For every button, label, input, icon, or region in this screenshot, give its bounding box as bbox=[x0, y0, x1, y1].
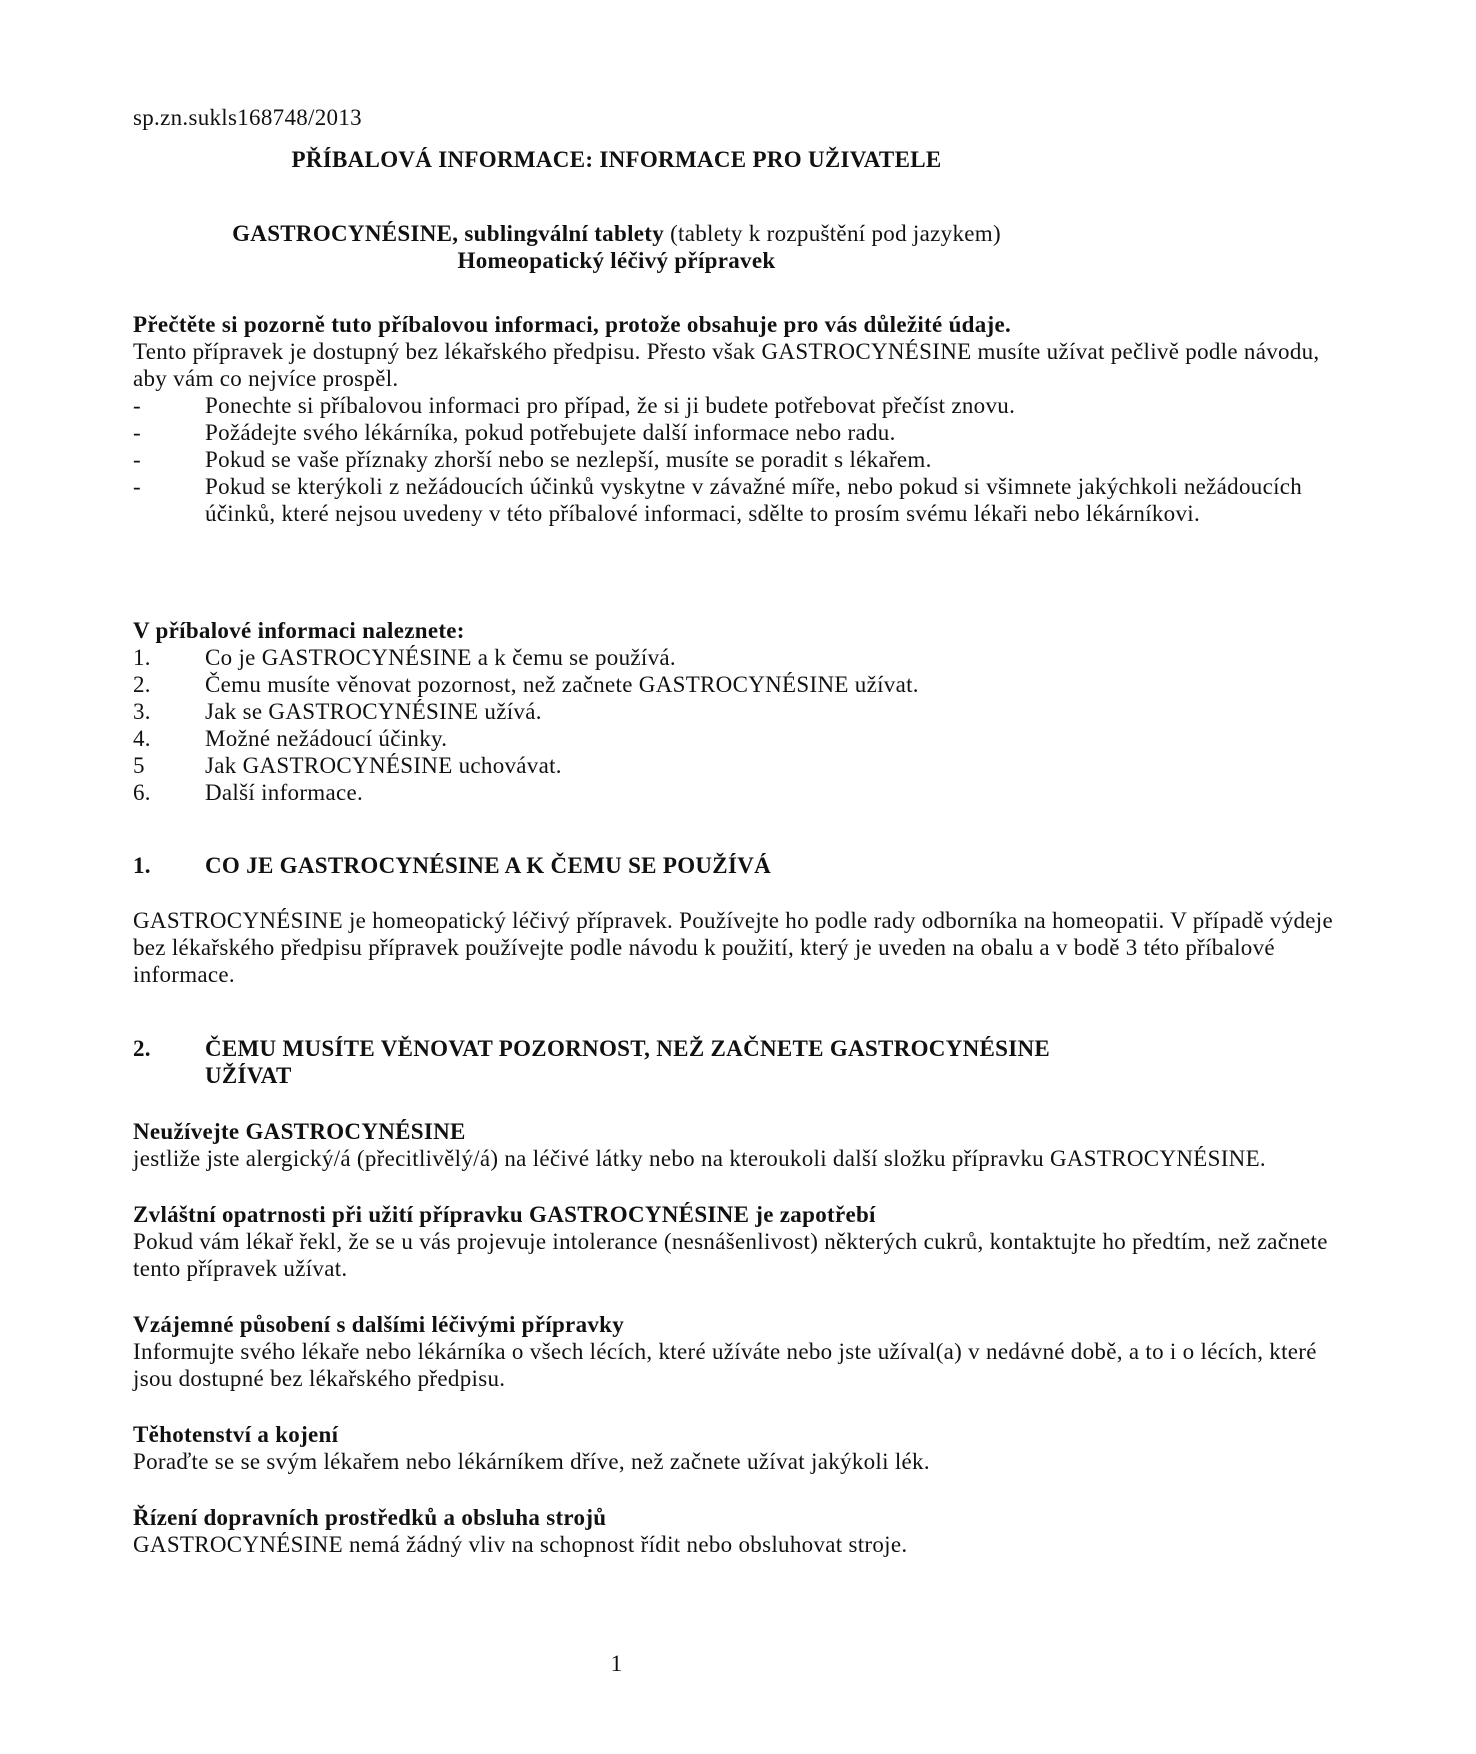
intro-heading: Přečtěte si pozorně tuto příbalovou informaci, protože obsahuje pro vás důležité údaje. bbox=[133, 312, 1012, 337]
section-number: 2. bbox=[133, 1036, 151, 1061]
section-1-paragraph: GASTROCYNÉSINE je homeopatický léčivý přípravek. Používejte ho podle rady odborníka na homeopatii. V případě výdeje bez lékařského předpisu přípravek používejte podle návodu k použití, který je uveden na obalu a v bodě 3 této příbalové informace. bbox=[133, 908, 1333, 987]
toc-section bbox=[133, 617, 1348, 806]
bullet-text: Pokud se kterýkoli z nežádoucích účinků vyskytne v závažné míře, nebo pokud si všimnete jakýchkoli nežádoucích účinků, které nejsou uvedeny v této příbalové informaci, sdělte to prosím svému lékaři nebo lékárníkovi. bbox=[205, 474, 1303, 526]
bullet-text: Pokud se vaše příznaky zhorší nebo se nezlepší, musíte se poradit s lékařem. bbox=[205, 447, 932, 472]
toc-item-number: 1. bbox=[133, 645, 151, 670]
section-heading-text: ČEMU MUSÍTE VĚNOVAT POZORNOST, NEŽ ZAČNETE GASTROCYNÉSINE UŽÍVAT bbox=[205, 1036, 1051, 1088]
toc-item bbox=[133, 725, 1348, 752]
toc-heading: V příbalové informaci naleznete: bbox=[133, 618, 465, 643]
document-body bbox=[133, 104, 1348, 1558]
section-number: 1. bbox=[133, 853, 151, 878]
subsection-vzajemne-pusobeni bbox=[133, 1311, 1348, 1392]
toc-item bbox=[133, 644, 1348, 671]
page-number: 1 bbox=[610, 1651, 623, 1676]
reference-number: sp.zn.sukls168748/2013 bbox=[133, 105, 362, 130]
list-item bbox=[133, 392, 1348, 419]
subsection-rizeni bbox=[133, 1504, 1348, 1558]
list-item bbox=[133, 446, 1348, 473]
subsection-tehotenstvi bbox=[133, 1421, 1348, 1475]
product-header bbox=[133, 220, 1100, 274]
bullet-text: Požádejte svého lékárníka, pokud potřebujete další informace nebo radu. bbox=[205, 420, 896, 445]
bullet-marker: - bbox=[133, 474, 141, 499]
section-2-heading bbox=[133, 1035, 1348, 1089]
subsection-neuzivejte bbox=[133, 1118, 1348, 1172]
subsection-text: GASTROCYNÉSINE nemá žádný vliv na schopnost řídit nebo obsluhovat stroje. bbox=[133, 1532, 908, 1557]
toc-item-text: Co je GASTROCYNÉSINE a k čemu se používá. bbox=[205, 645, 676, 670]
subsection-text: Poraďte se se svým lékařem nebo lékárníkem dříve, než začnete užívat jakýkoli lék. bbox=[133, 1449, 930, 1474]
subsection-heading: Těhotenství a kojení bbox=[133, 1422, 339, 1447]
toc-item-number: 2. bbox=[133, 672, 151, 697]
intro-paragraph: Tento přípravek je dostupný bez lékařského předpisu. Přesto však GASTROCYNÉSINE musíte užívat pečlivě podle návodu, aby vám co nejvíce prospěl. bbox=[133, 339, 1320, 391]
product-name-line bbox=[133, 220, 1100, 247]
toc-item bbox=[133, 671, 1348, 698]
toc-item-text: Další informace. bbox=[205, 780, 364, 805]
section-heading-text: CO JE GASTROCYNÉSINE A K ČEMU SE POUŽÍVÁ bbox=[205, 853, 772, 878]
bullet-marker: - bbox=[133, 420, 141, 445]
toc-item bbox=[133, 752, 1348, 779]
product-name: GASTROCYNÉSINE, sublingvální tablety bbox=[232, 221, 665, 246]
toc-item-number: 6. bbox=[133, 780, 151, 805]
bullet-marker: - bbox=[133, 393, 141, 418]
toc-item-number: 3. bbox=[133, 699, 151, 724]
toc-item bbox=[133, 698, 1348, 725]
section-1-heading bbox=[133, 852, 1348, 879]
list-item bbox=[133, 419, 1348, 446]
toc-item-number: 4. bbox=[133, 726, 151, 751]
toc-item-text: Možné nežádoucí účinky. bbox=[205, 726, 448, 751]
list-item bbox=[133, 473, 1348, 527]
subsection-text: Pokud vám lékař řekl, že se u vás projevuje intolerance (nesnášenlivost) některých cukrů, kontaktujte ho předtím, než začnete tento přípravek užívat. bbox=[133, 1229, 1328, 1281]
toc-item bbox=[133, 779, 1348, 806]
toc-item-text: Jak se GASTROCYNÉSINE užívá. bbox=[205, 699, 542, 724]
subsection-heading: Řízení dopravních prostředků a obsluha strojů bbox=[133, 1505, 607, 1530]
bullet-marker: - bbox=[133, 447, 141, 472]
toc-item-text: Čemu musíte věnovat pozornost, než začnete GASTROCYNÉSINE užívat. bbox=[205, 672, 919, 697]
toc-item-text: Jak GASTROCYNÉSINE uchovávat. bbox=[205, 753, 562, 778]
subsection-text: jestliže jste alergický/á (přecitlivělý/á) na léčivé látky nebo na kteroukoli další složku přípravku GASTROCYNÉSINE. bbox=[133, 1146, 1266, 1171]
subsection-heading: Vzájemné působení s dalšími léčivými přípravky bbox=[133, 1312, 625, 1337]
toc-item-number: 5 bbox=[133, 753, 145, 778]
subsection-heading: Zvláštní opatrnosti při užití přípravku GASTROCYNÉSINE je zapotřebí bbox=[133, 1202, 876, 1227]
bullet-text: Ponechte si příbalovou informaci pro případ, že si ji budete potřebovat přečíst znovu. bbox=[205, 393, 1016, 418]
product-subtitle: Homeopatický léčivý přípravek bbox=[457, 248, 776, 273]
subsection-zvlastni-opatrnosti bbox=[133, 1201, 1348, 1282]
intro-section bbox=[133, 311, 1348, 527]
subsection-text: Informujte svého lékaře nebo lékárníka o všech lécích, které užíváte nebo jste užíval(a) v nedávné době, a to i o lécích, které jsou dostupné bez lékařského předpisu. bbox=[133, 1339, 1317, 1391]
product-name-suffix: (tablety k rozpuštění pod jazykem) bbox=[664, 221, 1001, 246]
document-title: PŘÍBALOVÁ INFORMACE: INFORMACE PRO UŽIVATELE bbox=[291, 147, 942, 172]
subsection-heading: Neužívejte GASTROCYNÉSINE bbox=[133, 1119, 466, 1144]
